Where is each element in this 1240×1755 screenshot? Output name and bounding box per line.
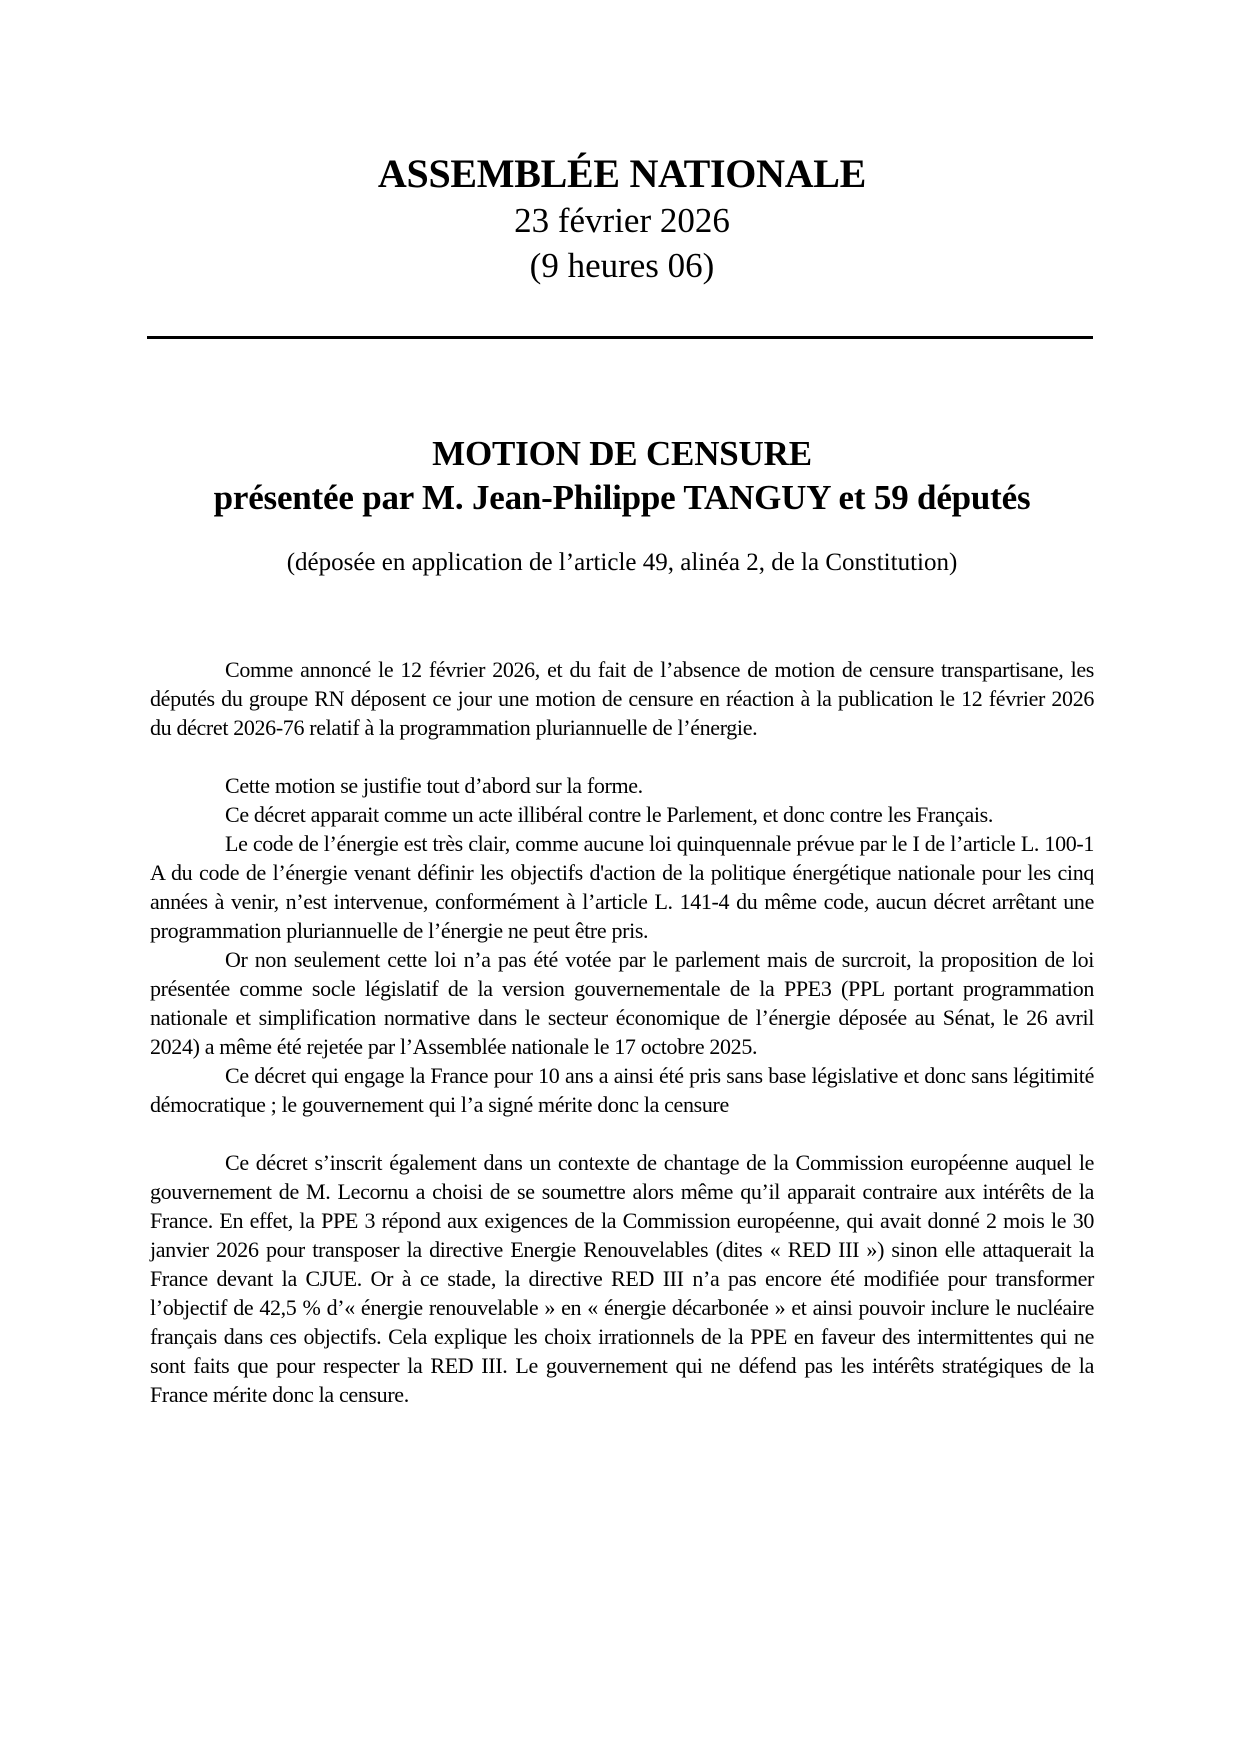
motion-title: MOTION DE CENSURE: [432, 434, 812, 473]
motion-presenter: présentée par M. Jean-Philippe TANGUY et 59 députés: [213, 478, 1031, 517]
paragraph-eu-context: Ce décret s’inscrit également dans un contexte de chantage de la Commission européenne auquel le gouvernement de M. Lecornu a choisi de se soumettre alors même qu’il apparait contraire aux intérêts de la France. En effet, la PPE 3 répond aux exigences de la Commission européenne, qui avait donné 2 mois le 30 janvier 2026 pour transposer la directive Energie Renouvelables (dites « RED III ») sinon elle attaquerait la France devant la CJUE. Or à ce stade, la directive RED III n’a pas encore été modifiée pour transformer l’objectif de 42,5 % d’« énergie renouvelable » en « énergie décarbonée » et ainsi pouvoir inclure le nucléaire français dans ces objectifs. Cela explique les choix irrationnels de la PPE en faveur des intermittentes qui ne sont faits que pour respecter la RED III. Le gouvernement qui ne défend pas les intérêts stratégiques de la France mérite donc la censure.: [150, 1150, 1094, 1407]
motion-heading: [150, 432, 1094, 578]
paragraph-form: Cette motion se justifie tout d’abord sur la forme.: [225, 773, 643, 798]
motion-body: [150, 655, 1094, 1409]
paragraph-intro: Comme annoncé le 12 février 2026, et du fait de l’absence de motion de censure transpartisane, les députés du groupe RN déposent ce jour une motion de censure en réaction à la publication le 12 février 2026 du décret 2026-76 relatif à la programmation pluriannuelle de l’énergie.: [150, 657, 1094, 740]
header-divider: [147, 336, 1093, 339]
paragraph-illiberal: Ce décret apparait comme un acte illibéral contre le Parlement, et donc contre les Français.: [225, 802, 994, 827]
motion-legal-basis: (déposée en application de l’article 49, alinéa 2, de la Constitution): [286, 549, 958, 576]
paragraph-energy-code: Le code de l’énergie est très clair, comme aucune loi quinquennale prévue par le I de l’article L. 100-1 A du code de l’énergie venant définir les objectifs d'action de la politique énergétique nationale pour les cinq années à venir, n’est intervenue, conformément à l’article L. 141-4 du même code, aucun décret arrêtant une programmation pluriannuelle de l’énergie ne peut être pris.: [150, 831, 1094, 943]
paragraph-no-legitimacy: Ce décret qui engage la France pour 10 ans a ainsi été pris sans base législative et donc sans légitimité démocratique ; le gouvernement qui l’a signé mérite donc la censure: [150, 1063, 1094, 1117]
document-header: [150, 150, 1094, 288]
paragraph-gap: [150, 742, 1094, 771]
paragraph-gap: [150, 1119, 1094, 1148]
document-time: (9 heures 06): [529, 246, 715, 285]
document-date: 23 février 2026: [514, 201, 730, 240]
institution-title: ASSEMBLÉE NATIONALE: [377, 151, 867, 196]
paragraph-not-voted: Or non seulement cette loi n’a pas été votée par le parlement mais de surcroit, la proposition de loi présentée comme socle législatif de la version gouvernementale de la PPE3 (PPL portant programmation nationale et simplification normative dans le secteur économique de l’énergie déposée au Sénat, le 26 avril 2024) a même été rejetée par l’Assemblée nationale le 17 octobre 2025.: [150, 947, 1094, 1059]
